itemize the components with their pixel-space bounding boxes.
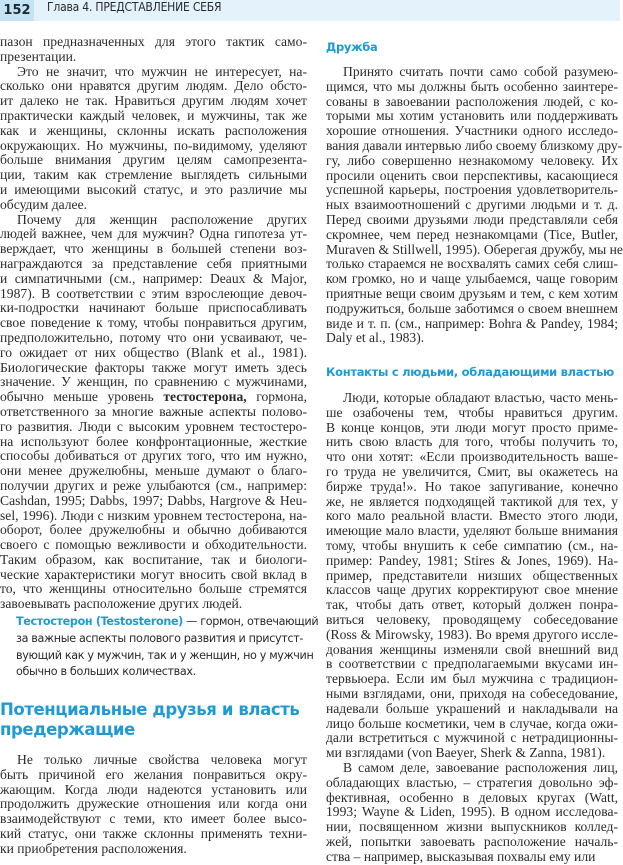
text-line: Таким образом, как воспитание, так и биологи- [0, 551, 307, 567]
section-body [0, 753, 307, 857]
text-line: дали встретиться с мужчиной с нетрадиционны- [326, 730, 618, 746]
text-line: презентации. [0, 48, 77, 64]
text-line: го развития. Люди с высоким уровнем тестостеро- [0, 418, 307, 434]
text-line: пример: Pandey, 1981; Stires & Jones, 1969). На- [326, 552, 618, 568]
text-line: свое поведение к тому, чтобы понравиться другим, [0, 315, 307, 331]
text-line: имеющие мало власти, уделяют больше внимания [326, 523, 618, 539]
text-line: нить свою власть для того, чтобы получить то, [326, 434, 618, 450]
text-line: же, не является подходящей тактикой для тех, у [326, 493, 618, 509]
text-line: людей важнее, чем для мужчин? Одна гипотеза ут- [0, 226, 307, 242]
text-line: Daly et al., 1983). [326, 330, 425, 346]
text-line: Cashdan, 1995; Dabbs, 1997; Dabbs, Hargrove & Heu- [0, 492, 307, 508]
text-line: ки приобретения расположения. [0, 840, 187, 856]
text-line: торыми мы хотим установить или поддерживать [326, 108, 618, 124]
power-body [326, 391, 618, 865]
text-line: Биологические факторы также могут иметь здесь [0, 359, 307, 375]
text-line: Muraven & Stillwell, 1995). Оберегая дружбу, мы не [326, 241, 623, 257]
text-line: практически каждый человек, и мужчины, так же [0, 107, 307, 123]
text-line: как и женщины, склонны искать расположения [0, 122, 307, 138]
text-line: жей, попытки завоевать расположение началь- [326, 833, 618, 849]
text-line: своего с помощью вежливости и обходительности. [0, 537, 307, 553]
definition-line: вующий как у мужчин, так и у женщин, но у мужчин [16, 648, 314, 662]
text-line: ше озабочены тем, чтобы нравиться другим. [326, 404, 618, 420]
text-line: ит далеко не так. Нравиться другим людям хочет [0, 93, 307, 109]
text-line: окружающих. Но мужчины, по-видимому, уделяют [0, 137, 307, 153]
left-column-body [0, 35, 307, 612]
text-line: Люди, которые обладают властью, часто мень- [343, 390, 618, 405]
text-line: 1993; Wayne & Liden, 1995). В одном исследова- [326, 804, 618, 820]
text-line: виться человеку, проводящему собеседование [326, 611, 618, 627]
text-line: взаимодействуют с теми, кто имеет более высо- [0, 811, 307, 827]
definition-line: обычно в больших количествах. [16, 665, 196, 679]
text-line: (Ross & Mirowsky, 1983). Во время другого иссле- [326, 626, 618, 642]
text-line: ства – например, высказывая похвалы ему или [326, 848, 596, 864]
text-line: скромнее, чем перед незнакомцами (Tice, Butler, [326, 226, 618, 242]
text-line: вания давали интервью либо своему близкому дру- [326, 137, 623, 153]
text-line: просили оценить свои перспективы, касающиеся [326, 167, 618, 183]
subheading-friendship: Дружба [326, 40, 378, 54]
running-header [0, 0, 620, 21]
bold-term: тестостерона, [163, 389, 247, 405]
text-line: В конце концов, эти люди могут просто приме- [326, 419, 618, 435]
text-line: пример, представители низших общественных [326, 567, 618, 583]
text-line: Принято считать почти само собой разумею- [343, 64, 618, 79]
text-line: подружиться, больше заботимся о своем внешнем [326, 300, 618, 316]
page-number: 152 [0, 0, 34, 21]
definition-line: за важные аспекты полового развития и присутст- [16, 631, 304, 645]
text-line: завоевывать расположение других людей. [0, 596, 243, 612]
text-line: го ожидает от них общество (Blank et al., 1981). [0, 344, 307, 360]
text-line: гу, либо совершенно незнакомому человеку. Их [326, 152, 618, 168]
text-line: только стараемся не восхвалять самих себя слиш- [326, 256, 618, 272]
text-line: успешной карьеры, построения удовлетворитель- [326, 182, 618, 198]
text-line: в соответствии с предполагаемыми вкусами ин- [326, 656, 618, 672]
text-line: тому, чтобы внушить к себе симпатию (см., на- [326, 537, 618, 553]
definition-term: Тестостерон (Testosterone) [16, 615, 183, 628]
definition-testosterone [16, 614, 319, 681]
text-segment: гормона, [246, 389, 307, 405]
text-line: значение. У женщин, по сравнению с мужчинами, [0, 374, 307, 390]
text-line: Почему для женщин расположение других [17, 211, 307, 227]
text-line: ком громко, но и чаще улыбаемся, чаще говорим [326, 271, 618, 287]
text-segment: обычно меньше уровень [0, 389, 164, 405]
text-line: что они хотят: «Если производительность ваше- [326, 449, 618, 465]
text-line: сколько они нравятся другим людям. Дело обсто- [0, 78, 307, 94]
text-line: виде и т. п. (см., например: Bohra & Pandey, 1984; [326, 315, 618, 331]
text-line: они менее дружелюбны, меньше думают о благо- [0, 463, 307, 479]
text-line: обсудим далее. [0, 196, 88, 212]
friendship-body [326, 64, 623, 346]
text-line: ми взглядами (von Baeyer, Sherk & Zanna, 1981). [326, 745, 606, 761]
text-line: Перед своими друзьями люди представляли себя [326, 211, 618, 227]
text-line: пазон предназначенных для этого тактик само- [0, 34, 307, 49]
text-line: 1987). В соответствии с этим взрослеющие девоч- [0, 285, 307, 301]
text-line: кого мало реальной власти. Вместо этого люди, [326, 508, 618, 524]
text-line: продолжить дружеские отношения или когда они [0, 796, 307, 812]
text-line: на используют более конфронтационные, жесткие [0, 433, 307, 449]
text-line: бирже труда!». Но такое запугивание, конечно [326, 478, 618, 494]
text-line: Это не значит, что мужчин не интересует, на- [17, 63, 307, 79]
text-line: обладающих властью, – стратегия довольно эф- [326, 774, 618, 790]
text-line: награждаются за представление себя приятными [0, 255, 307, 271]
text-line: хорошие отношения. Участники одного исследо- [326, 123, 618, 139]
text-line: и имеющими высокий статус, и это различие мы [0, 181, 307, 197]
section-heading: Потенциальные друзья и власть предержащие [0, 700, 300, 739]
text-line: нии, посвященном жизни выпускников коллед- [326, 819, 618, 835]
text-line: лицо больше косметики, чем в случае, когда ожи- [326, 715, 618, 731]
text-line: приятные вещи своим друзьям и тем, с кем хотим [326, 285, 618, 301]
text-line: предположительно, потому что они усваивают, че- [0, 329, 307, 345]
subheading-power-contacts: Контакты с людьми, обладающими властью [326, 365, 614, 379]
text-line: больше внимания другим целям самопрезента- [0, 152, 307, 168]
text-line: то, что женщины относительно больше стремятся [0, 581, 307, 597]
text-line: щимся, что мы должны быть особенно заинтере- [326, 78, 618, 94]
text-line: верждает, что женщины в большей степени воз- [0, 241, 307, 257]
text-line: го труда не увеличится, Смит, вы окажетесь на [326, 463, 618, 479]
text-line: ческие характеристики могут вносить свой вклад в [0, 566, 307, 582]
text-line: жающим. Когда люди надеются установить или [0, 781, 307, 797]
text-line: ки-подростки начинают больше приспосабливать [0, 300, 307, 316]
text-line: фективная, особенно в деловых кругах (Watt, [326, 789, 618, 805]
text-line: ными взглядами, они, приходя на собеседование, [326, 685, 618, 701]
text-line: классов чаще других корректируют свое мнение [326, 582, 618, 598]
text-line: тервьюера. Если им был мужчина с традицион- [326, 671, 618, 687]
definition-line: Тестостерон (Testosterone) — гормон, отвечающий [16, 615, 319, 628]
text-line: ных взаимоотношений с другими людьми и т. д. [326, 197, 618, 213]
text-line: сованы в завоевании расположения людей, с ко- [326, 93, 618, 109]
chapter-title: Глава 4. ПРЕДСТАВЛЕНИЕ СЕБЯ [47, 0, 222, 14]
text-line: быть причиной его желания понравиться окру- [0, 766, 307, 782]
text-line: так, чтобы дать ответ, который должен понра- [326, 597, 618, 613]
text-line: ответственного за многие важные аспекты полово- [0, 403, 307, 419]
text-line: Не только личные свойства человека могут [17, 752, 307, 767]
text-line: ции, таким как стремление выглядеть сильными [0, 167, 307, 183]
text-line: получии других и реже улыбаются (см., например: [0, 477, 307, 493]
text-line [0, 390, 307, 405]
text-line: и симпатичными (см., например: Deaux & Major, [0, 270, 307, 286]
text-line: оборот, более дружелюбны и обычно добиваются [0, 522, 307, 538]
text-line: способы добиваться от других того, что им нужно, [0, 448, 307, 464]
text-line: кий статус, они также склонны применять техни- [0, 825, 307, 841]
text-line: надевали больше украшений и накладывали на [326, 700, 618, 716]
text-line: В самом деле, завоевание расположения лиц, [343, 759, 618, 775]
text-line: дования женщины изменяли свой внешний вид [326, 641, 618, 657]
text-line: sel, 1996). Люди с низким уровнем тестостерона, на- [0, 507, 307, 523]
